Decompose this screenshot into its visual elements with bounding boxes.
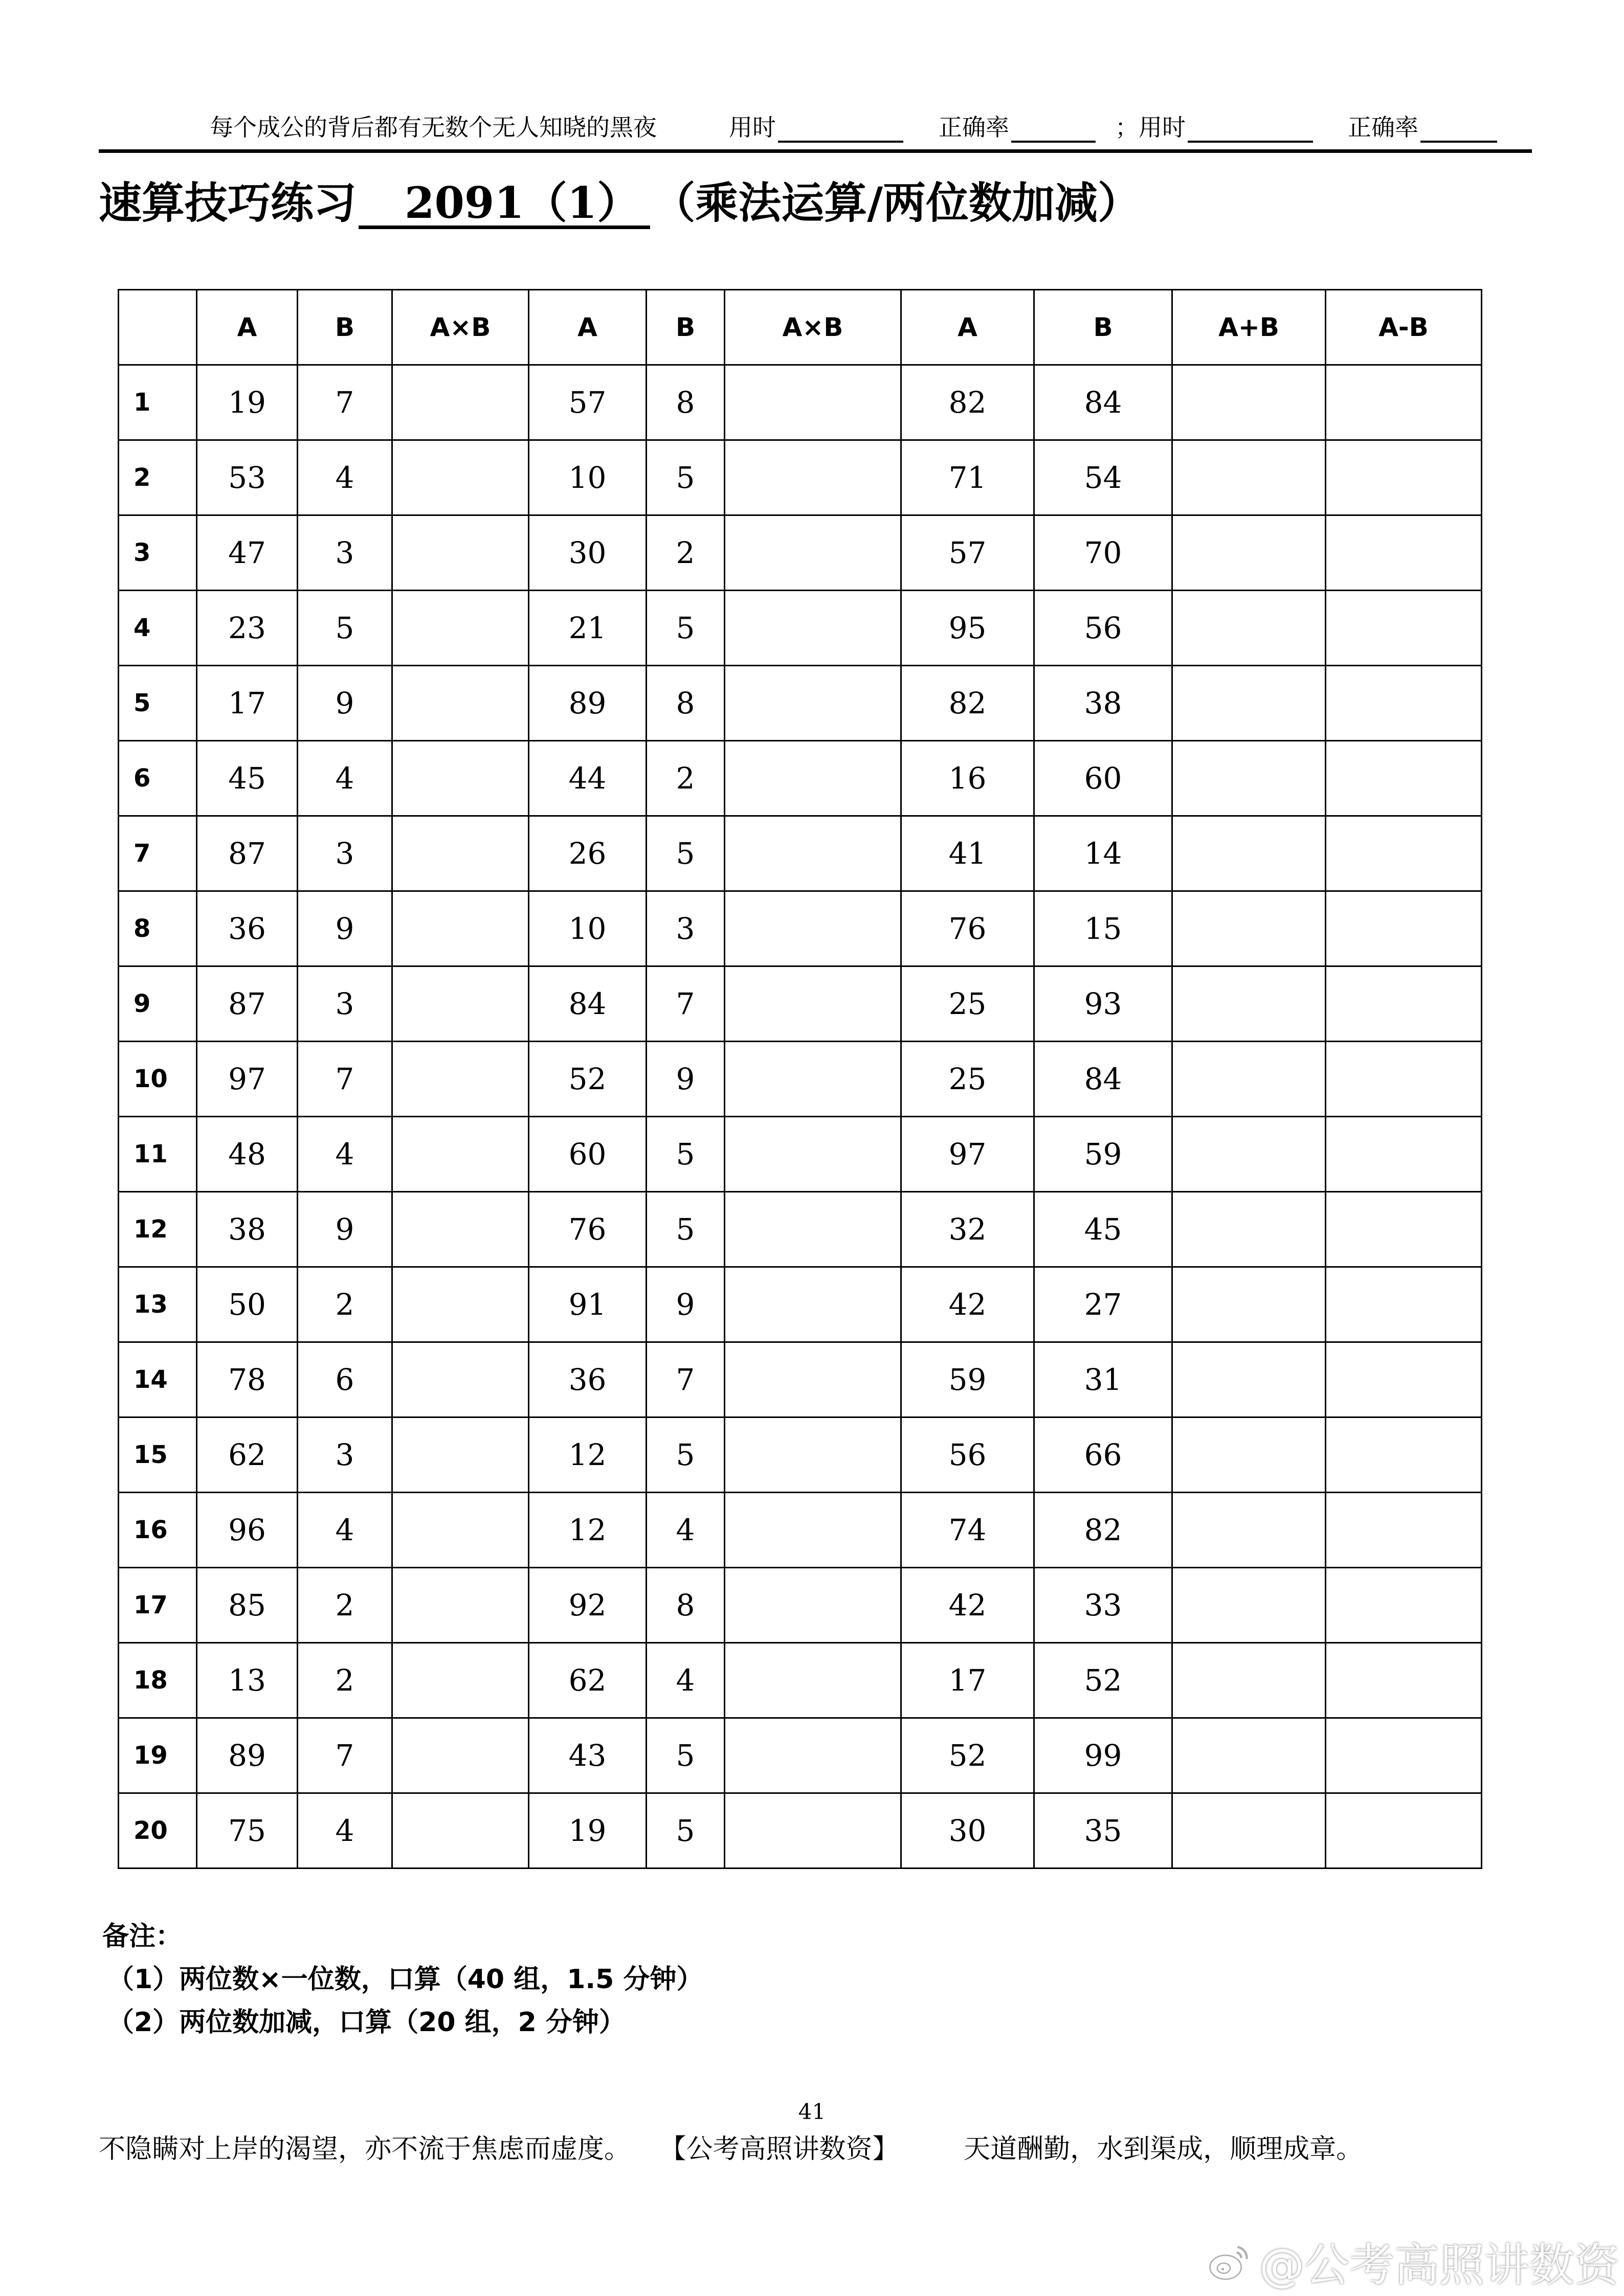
cell-b1: 5 xyxy=(298,591,392,666)
cell-b2: 5 xyxy=(647,816,725,891)
time-blank-2[interactable] xyxy=(1188,120,1313,143)
cell-a1: 96 xyxy=(197,1493,298,1568)
cell-b1: 9 xyxy=(298,1192,392,1267)
answer-axb2[interactable] xyxy=(725,816,901,891)
answer-diff[interactable] xyxy=(1326,591,1482,666)
cell-a3: 17 xyxy=(901,1643,1034,1718)
cell-a2: 10 xyxy=(529,440,647,515)
header-divider xyxy=(99,149,1532,153)
page-header xyxy=(77,115,1534,146)
answer-axb1[interactable] xyxy=(392,891,529,966)
table-row xyxy=(119,1643,1482,1718)
accuracy-blank-1[interactable] xyxy=(1011,120,1096,143)
cell-b2: 9 xyxy=(647,1042,725,1117)
cell-b3: 33 xyxy=(1034,1568,1172,1643)
cell-b1: 2 xyxy=(298,1643,392,1718)
answer-axb2[interactable] xyxy=(725,1417,901,1493)
cell-a1: 75 xyxy=(197,1793,298,1869)
answer-diff[interactable] xyxy=(1326,1643,1482,1718)
cell-b3: 27 xyxy=(1034,1267,1172,1342)
accuracy-field-2 xyxy=(1348,109,1497,143)
cell-a2: 21 xyxy=(529,591,647,666)
cell-a3: 57 xyxy=(901,515,1034,591)
row-number: 4 xyxy=(119,591,197,666)
table-row xyxy=(119,1493,1482,1568)
cell-a1: 13 xyxy=(197,1643,298,1718)
cell-a2: 57 xyxy=(529,365,647,440)
cell-b3: 70 xyxy=(1034,515,1172,591)
table-row xyxy=(119,365,1482,440)
answer-diff[interactable] xyxy=(1326,365,1482,440)
table-row xyxy=(119,891,1482,966)
answer-axb1[interactable] xyxy=(392,440,529,515)
notes-heading: 备注： xyxy=(102,1921,183,1952)
cell-b1: 6 xyxy=(298,1342,392,1417)
cell-a2: 91 xyxy=(529,1267,647,1342)
answer-diff[interactable] xyxy=(1326,1718,1482,1793)
answer-diff[interactable] xyxy=(1326,1042,1482,1117)
answer-axb1[interactable] xyxy=(392,1042,529,1117)
answer-axb2[interactable] xyxy=(725,891,901,966)
cell-b3: 93 xyxy=(1034,966,1172,1042)
cell-b2: 5 xyxy=(647,1793,725,1869)
col-header-diff: A-B xyxy=(1326,290,1482,365)
cell-a1: 50 xyxy=(197,1267,298,1342)
answer-sum[interactable] xyxy=(1172,440,1326,515)
answer-diff[interactable] xyxy=(1326,515,1482,591)
answer-axb2[interactable] xyxy=(725,1718,901,1793)
table-row xyxy=(119,1793,1482,1869)
answer-sum[interactable] xyxy=(1172,1417,1326,1493)
weibo-logo-icon xyxy=(1207,2239,1253,2285)
answer-axb1[interactable] xyxy=(392,515,529,591)
title-prefix: 速算技巧练习 xyxy=(99,177,357,228)
row-number: 6 xyxy=(119,741,197,816)
row-number: 12 xyxy=(119,1192,197,1267)
row-number: 10 xyxy=(119,1042,197,1117)
page-number: 41 xyxy=(798,2099,826,2124)
answer-axb2[interactable] xyxy=(725,1117,901,1192)
cell-b2: 8 xyxy=(647,1568,725,1643)
answer-axb1[interactable] xyxy=(392,1417,529,1493)
answer-axb2[interactable] xyxy=(725,741,901,816)
footer-left-quote: 不隐瞒对上岸的渴望，亦不流于焦虑而虚度。 xyxy=(99,2134,631,2165)
cell-b2: 2 xyxy=(647,515,725,591)
answer-sum[interactable] xyxy=(1172,365,1326,440)
cell-b1: 2 xyxy=(298,1267,392,1342)
cell-a3: 97 xyxy=(901,1117,1034,1192)
notes-section xyxy=(102,1915,703,2044)
cell-b2: 8 xyxy=(647,666,725,741)
cell-a3: 42 xyxy=(901,1568,1034,1643)
answer-diff[interactable] xyxy=(1326,1793,1482,1869)
table-row xyxy=(119,1267,1482,1342)
cell-a1: 23 xyxy=(197,591,298,666)
col-header-a3: A xyxy=(901,290,1034,365)
cell-a3: 59 xyxy=(901,1342,1034,1417)
cell-a1: 87 xyxy=(197,816,298,891)
cell-a2: 26 xyxy=(529,816,647,891)
answer-axb2[interactable] xyxy=(725,1342,901,1417)
cell-a2: 36 xyxy=(529,1342,647,1417)
cell-a3: 95 xyxy=(901,591,1034,666)
row-number: 9 xyxy=(119,966,197,1042)
cell-a1: 97 xyxy=(197,1042,298,1117)
cell-a1: 19 xyxy=(197,365,298,440)
answer-sum[interactable] xyxy=(1172,1718,1326,1793)
cell-b3: 56 xyxy=(1034,591,1172,666)
answer-axb1[interactable] xyxy=(392,1643,529,1718)
cell-a2: 43 xyxy=(529,1718,647,1793)
col-header-axb1: A×B xyxy=(392,290,529,365)
cell-a3: 71 xyxy=(901,440,1034,515)
cell-b3: 66 xyxy=(1034,1417,1172,1493)
cell-a2: 92 xyxy=(529,1568,647,1643)
cell-b2: 5 xyxy=(647,440,725,515)
answer-sum[interactable] xyxy=(1172,1643,1326,1718)
col-header-b2: B xyxy=(647,290,725,365)
cell-a1: 17 xyxy=(197,666,298,741)
answer-diff[interactable] xyxy=(1326,666,1482,741)
cell-a2: 84 xyxy=(529,966,647,1042)
answer-sum[interactable] xyxy=(1172,515,1326,591)
table-row xyxy=(119,1192,1482,1267)
title-subtitle: （乘法运算/两位数加减） xyxy=(652,177,1141,228)
answer-axb2[interactable] xyxy=(725,1793,901,1869)
cell-b3: 52 xyxy=(1034,1643,1172,1718)
answer-axb2[interactable] xyxy=(725,1493,901,1568)
cell-b3: 84 xyxy=(1034,365,1172,440)
cell-a2: 12 xyxy=(529,1417,647,1493)
table-row xyxy=(119,1342,1482,1417)
answer-axb1[interactable] xyxy=(392,1568,529,1643)
cell-b2: 9 xyxy=(647,1267,725,1342)
time-blank-1[interactable] xyxy=(778,120,903,143)
row-number: 13 xyxy=(119,1267,197,1342)
table-row xyxy=(119,440,1482,515)
answer-diff[interactable] xyxy=(1326,440,1482,515)
table-row xyxy=(119,1417,1482,1493)
cell-a2: 62 xyxy=(529,1643,647,1718)
row-number: 2 xyxy=(119,440,197,515)
cell-b3: 38 xyxy=(1034,666,1172,741)
time-label-2: ；用时 xyxy=(1115,114,1186,141)
cell-a2: 10 xyxy=(529,891,647,966)
cell-b3: 99 xyxy=(1034,1718,1172,1793)
answer-axb1[interactable] xyxy=(392,966,529,1042)
answer-axb2[interactable] xyxy=(725,1568,901,1643)
note-item-1: （1）两位数×一位数，口算（40 组，1.5 分钟） xyxy=(107,1964,703,1995)
cell-a3: 32 xyxy=(901,1192,1034,1267)
accuracy-label-1: 正确率 xyxy=(939,114,1009,141)
answer-sum[interactable] xyxy=(1172,891,1326,966)
answer-axb2[interactable] xyxy=(725,440,901,515)
answer-diff[interactable] xyxy=(1326,1493,1482,1568)
table-row xyxy=(119,741,1482,816)
answer-axb2[interactable] xyxy=(725,1267,901,1342)
table-row xyxy=(119,1718,1482,1793)
page-footer xyxy=(99,2127,1363,2166)
answer-diff[interactable] xyxy=(1326,816,1482,891)
cell-a1: 36 xyxy=(197,891,298,966)
cell-a2: 60 xyxy=(529,1117,647,1192)
cell-a1: 38 xyxy=(197,1192,298,1267)
answer-diff[interactable] xyxy=(1326,1417,1482,1493)
cell-a3: 25 xyxy=(901,1042,1034,1117)
answer-axb2[interactable] xyxy=(725,966,901,1042)
cell-a2: 12 xyxy=(529,1493,647,1568)
answer-sum[interactable] xyxy=(1172,666,1326,741)
cell-b1: 9 xyxy=(298,891,392,966)
answer-axb2[interactable] xyxy=(725,666,901,741)
cell-a1: 53 xyxy=(197,440,298,515)
answer-sum[interactable] xyxy=(1172,1568,1326,1643)
cell-b2: 4 xyxy=(647,1493,725,1568)
row-number: 18 xyxy=(119,1643,197,1718)
table-row xyxy=(119,816,1482,891)
answer-sum[interactable] xyxy=(1172,1793,1326,1869)
cell-b2: 8 xyxy=(647,365,725,440)
footer-brand: 【公考高照讲数资】 xyxy=(659,2134,899,2165)
table-row xyxy=(119,966,1482,1042)
cell-a2: 52 xyxy=(529,1042,647,1117)
cell-b1: 3 xyxy=(298,1417,392,1493)
page-title xyxy=(99,169,1141,231)
cell-b2: 4 xyxy=(647,1643,725,1718)
answer-axb2[interactable] xyxy=(725,515,901,591)
cell-b3: 14 xyxy=(1034,816,1172,891)
row-number: 17 xyxy=(119,1568,197,1643)
answer-axb2[interactable] xyxy=(725,365,901,440)
answer-axb1[interactable] xyxy=(392,591,529,666)
answer-sum[interactable] xyxy=(1172,1042,1326,1117)
row-number: 8 xyxy=(119,891,197,966)
cell-a1: 89 xyxy=(197,1718,298,1793)
answer-axb1[interactable] xyxy=(392,741,529,816)
cell-a3: 30 xyxy=(901,1793,1034,1869)
answer-axb2[interactable] xyxy=(725,1643,901,1718)
cell-b3: 82 xyxy=(1034,1493,1172,1568)
cell-b2: 3 xyxy=(647,891,725,966)
cell-b1: 7 xyxy=(298,1042,392,1117)
cell-b2: 7 xyxy=(647,1342,725,1417)
cell-b3: 60 xyxy=(1034,741,1172,816)
cell-a1: 87 xyxy=(197,966,298,1042)
cell-a3: 56 xyxy=(901,1417,1034,1493)
cell-a3: 42 xyxy=(901,1267,1034,1342)
cell-b1: 4 xyxy=(298,1793,392,1869)
cell-b3: 45 xyxy=(1034,1192,1172,1267)
cell-b3: 35 xyxy=(1034,1793,1172,1869)
table-header-row xyxy=(119,290,1482,365)
cell-a3: 25 xyxy=(901,966,1034,1042)
cell-b1: 3 xyxy=(298,515,392,591)
table-body xyxy=(119,365,1482,1869)
answer-axb2[interactable] xyxy=(725,1042,901,1117)
time-label-1: 用时 xyxy=(729,114,776,141)
col-header-axb2: A×B xyxy=(725,290,901,365)
drill-table xyxy=(118,289,1482,1869)
table-row xyxy=(119,1042,1482,1117)
cell-a3: 82 xyxy=(901,365,1034,440)
answer-sum[interactable] xyxy=(1172,591,1326,666)
cell-b1: 2 xyxy=(298,1568,392,1643)
answer-diff[interactable] xyxy=(1326,741,1482,816)
col-header-a1: A xyxy=(197,290,298,365)
row-number: 1 xyxy=(119,365,197,440)
answer-axb1[interactable] xyxy=(392,666,529,741)
cell-b3: 31 xyxy=(1034,1342,1172,1417)
answer-sum[interactable] xyxy=(1172,1117,1326,1192)
table-row xyxy=(119,1568,1482,1643)
answer-diff[interactable] xyxy=(1326,891,1482,966)
cell-a1: 48 xyxy=(197,1117,298,1192)
cell-a1: 62 xyxy=(197,1417,298,1493)
answer-diff[interactable] xyxy=(1326,1342,1482,1417)
col-header-sum: A+B xyxy=(1172,290,1326,365)
col-header-a2: A xyxy=(529,290,647,365)
answer-axb1[interactable] xyxy=(392,365,529,440)
cell-b3: 54 xyxy=(1034,440,1172,515)
cell-b3: 84 xyxy=(1034,1042,1172,1117)
row-number: 5 xyxy=(119,666,197,741)
row-number: 7 xyxy=(119,816,197,891)
cell-b1: 7 xyxy=(298,365,392,440)
header-motto: 每个成公的背后都有无数个无人知晓的黑夜 xyxy=(210,114,657,141)
cell-a3: 76 xyxy=(901,891,1034,966)
cell-b2: 5 xyxy=(647,1117,725,1192)
cell-a3: 41 xyxy=(901,816,1034,891)
note-item-2: （2）两位数加减，口算（20 组，2 分钟） xyxy=(107,2007,626,2038)
cell-a1: 78 xyxy=(197,1342,298,1417)
cell-b3: 59 xyxy=(1034,1117,1172,1192)
answer-axb1[interactable] xyxy=(392,1493,529,1568)
table-row xyxy=(119,666,1482,741)
cell-a3: 16 xyxy=(901,741,1034,816)
accuracy-blank-2[interactable] xyxy=(1420,120,1497,143)
row-number: 20 xyxy=(119,1793,197,1869)
answer-axb1[interactable] xyxy=(392,1117,529,1192)
answer-sum[interactable] xyxy=(1172,966,1326,1042)
col-header-b3: B xyxy=(1034,290,1172,365)
answer-sum[interactable] xyxy=(1172,1267,1326,1342)
cell-b1: 3 xyxy=(298,966,392,1042)
cell-a3: 52 xyxy=(901,1718,1034,1793)
answer-axb1[interactable] xyxy=(392,1342,529,1417)
cell-b2: 5 xyxy=(647,1718,725,1793)
table-row xyxy=(119,591,1482,666)
cell-a2: 89 xyxy=(529,666,647,741)
cell-b1: 7 xyxy=(298,1718,392,1793)
cell-a1: 85 xyxy=(197,1568,298,1643)
cell-a1: 47 xyxy=(197,515,298,591)
row-number: 3 xyxy=(119,515,197,591)
cell-a2: 19 xyxy=(529,1793,647,1869)
answer-sum[interactable] xyxy=(1172,1192,1326,1267)
answer-axb1[interactable] xyxy=(392,1793,529,1869)
cell-b2: 5 xyxy=(647,1417,725,1493)
row-number: 15 xyxy=(119,1417,197,1493)
row-number: 16 xyxy=(119,1493,197,1568)
cell-b1: 3 xyxy=(298,816,392,891)
cell-b1: 9 xyxy=(298,666,392,741)
answer-diff[interactable] xyxy=(1326,1568,1482,1643)
answer-axb1[interactable] xyxy=(392,1718,529,1793)
answer-diff[interactable] xyxy=(1326,966,1482,1042)
footer-right-quote: 天道酬勤，水到渠成，顺理成章。 xyxy=(964,2134,1363,2165)
answer-sum[interactable] xyxy=(1172,816,1326,891)
row-number: 14 xyxy=(119,1342,197,1417)
cell-a2: 44 xyxy=(529,741,647,816)
answer-axb1[interactable] xyxy=(392,816,529,891)
row-number: 11 xyxy=(119,1117,197,1192)
answer-axb2[interactable] xyxy=(725,1192,901,1267)
time-field-2 xyxy=(1115,109,1313,143)
accuracy-field-1 xyxy=(939,109,1096,143)
answer-sum[interactable] xyxy=(1172,1342,1326,1417)
col-header-index xyxy=(119,290,197,365)
answer-diff[interactable] xyxy=(1326,1267,1482,1342)
cell-b3: 15 xyxy=(1034,891,1172,966)
cell-a3: 82 xyxy=(901,666,1034,741)
answer-axb2[interactable] xyxy=(725,591,901,666)
title-code: 2091（1） xyxy=(359,181,650,229)
cell-a2: 76 xyxy=(529,1192,647,1267)
cell-b1: 4 xyxy=(298,741,392,816)
col-header-b1: B xyxy=(298,290,392,365)
table-row xyxy=(119,515,1482,591)
cell-b2: 7 xyxy=(647,966,725,1042)
answer-axb1[interactable] xyxy=(392,1192,529,1267)
cell-b2: 5 xyxy=(647,591,725,666)
answer-sum[interactable] xyxy=(1172,741,1326,816)
cell-b1: 4 xyxy=(298,1493,392,1568)
accuracy-label-2: 正确率 xyxy=(1348,114,1418,141)
watermark-text: @公考高照讲数资 xyxy=(1259,2239,1620,2291)
watermark xyxy=(1207,2230,1619,2294)
cell-b1: 4 xyxy=(298,1117,392,1192)
answer-diff[interactable] xyxy=(1326,1192,1482,1267)
cell-b1: 4 xyxy=(298,440,392,515)
answer-sum[interactable] xyxy=(1172,1493,1326,1568)
cell-b2: 2 xyxy=(647,741,725,816)
cell-a2: 30 xyxy=(529,515,647,591)
cell-a3: 74 xyxy=(901,1493,1034,1568)
cell-b2: 5 xyxy=(647,1192,725,1267)
table-row xyxy=(119,1117,1482,1192)
cell-a1: 45 xyxy=(197,741,298,816)
row-number: 19 xyxy=(119,1718,197,1793)
answer-diff[interactable] xyxy=(1326,1117,1482,1192)
time-field-1 xyxy=(729,109,903,143)
answer-axb1[interactable] xyxy=(392,1267,529,1342)
